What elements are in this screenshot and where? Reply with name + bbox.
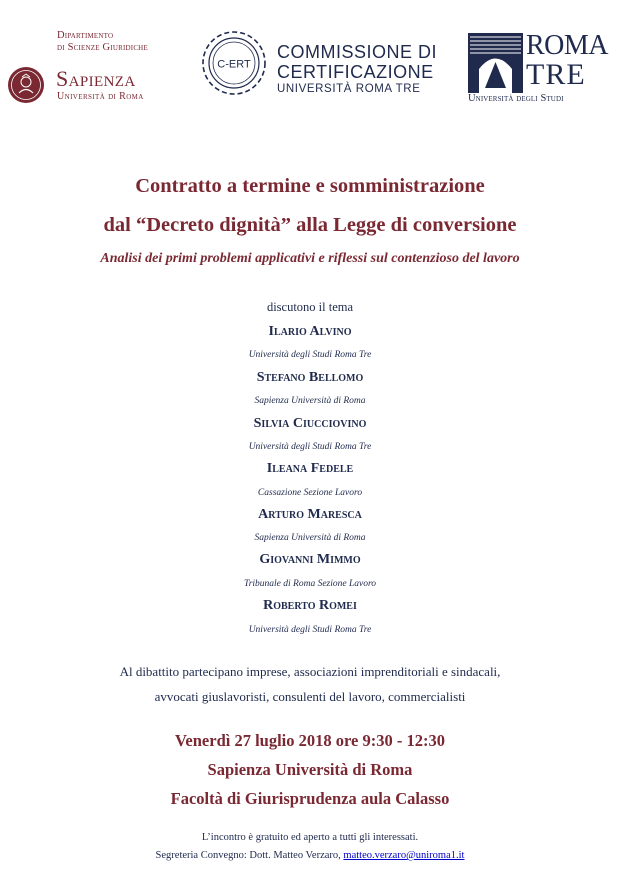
speaker-affiliation: Sapienza Università di Roma (254, 533, 366, 543)
event-venue-line2: Facoltà di Giurisprudenza aula Calasso (170, 789, 450, 808)
discussion-intro: discutono il tema (266, 300, 354, 314)
free-entry-note: L’incontro è gratuito ed aperto a tutti gli interessati. (201, 832, 419, 843)
speaker-affiliation: Università degli Studi Roma Tre (248, 350, 372, 360)
department-line1: Dipartimento (57, 30, 114, 41)
speaker-affiliation: Sapienza Università di Roma (254, 396, 366, 406)
romatre-roma: ROMA (526, 30, 609, 61)
event-title-line2: dal “Decreto dignità” alla Legge di conversione (103, 214, 517, 236)
cert-badge-text: C-ERT (217, 58, 251, 71)
secretariat-label: Segreteria Convegno: Dott. Matteo Verzaro, (155, 850, 341, 861)
secretariat-email-link[interactable]: matteo.verzaro@uniroma1.it (343, 850, 465, 861)
cert-line1: COMMISSIONE DI (277, 42, 438, 62)
speaker-name: Stefano Bellomo (256, 370, 364, 385)
event-subtitle: Analisi dei primi problemi applicativi e riflessi sul contenzioso del lavoro (100, 251, 520, 266)
secretariat-line (0, 850, 620, 861)
cert-line3: UNIVERSITÀ ROMA TRE (277, 83, 421, 95)
speaker-affiliation: Università degli Studi Roma Tre (248, 442, 372, 452)
cert-gear-logo-icon (198, 27, 270, 99)
speaker-name: Roberto Romei (263, 598, 357, 613)
sapienza-name: Sapienza (56, 66, 136, 91)
event-venue-line1: Sapienza Università di Roma (207, 760, 413, 779)
romatre-tre: TRE (526, 58, 586, 91)
department-label (57, 30, 148, 53)
speaker-name: Silvia Ciucciovino (253, 416, 367, 431)
speaker-name: Ilario Alvino (268, 324, 352, 339)
event-title-line1: Contratto a termine e somministrazione (135, 175, 485, 197)
romatre-subtitle: Università degli Studi (468, 93, 564, 104)
sapienza-subtitle: Università di Roma (57, 91, 144, 102)
sapienza-seal-icon (7, 66, 45, 104)
participants-line1: Al dibattito partecipano imprese, associazioni imprenditoriali e sindacali, (119, 664, 501, 679)
romatre-arch-logo-icon (468, 33, 523, 93)
speaker-affiliation: Università degli Studi Roma Tre (248, 625, 372, 635)
speaker-name: Arturo Maresca (258, 507, 362, 522)
event-date: Venerdì 27 luglio 2018 ore 9:30 - 12:30 (175, 731, 445, 750)
participants-line2: avvocati giuslavoristi, consulenti del lavoro, commercialisti (154, 689, 466, 704)
speaker-affiliation: Tribunale di Roma Sezione Lavoro (243, 579, 377, 589)
speaker-name: Ileana Fedele (266, 461, 354, 476)
speaker-affiliation: Cassazione Sezione Lavoro (257, 488, 363, 498)
department-line2: di Scienze Giuridiche (57, 41, 148, 53)
cert-line2: CERTIFICAZIONE (277, 62, 434, 82)
speaker-name: Giovanni Mimmo (259, 552, 361, 567)
